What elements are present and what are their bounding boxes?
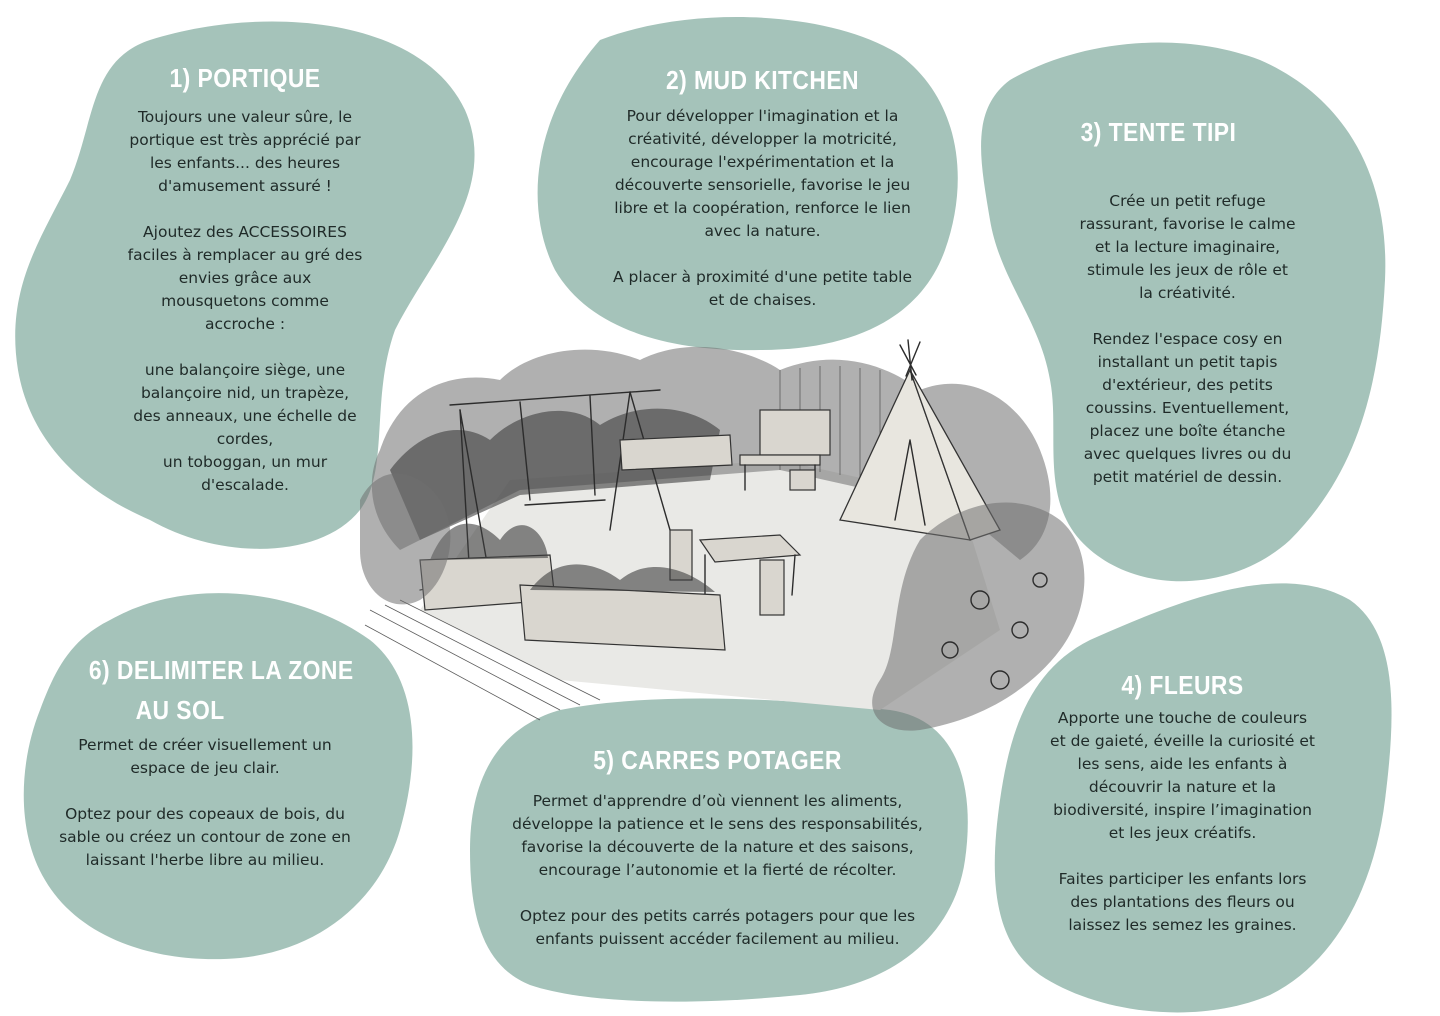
card-paragraph: Faites participer les enfants lors des plantations des fleurs ou laissez les semez les graines. [1058, 870, 1307, 934]
card-delimiter-zone [45, 650, 365, 872]
card-mud-kitchen [595, 60, 930, 312]
card-title: 6) DELIMITER LA ZONE AU SOL [88, 655, 354, 725]
card-paragraph: Optez pour des copeaux de bois, du sable ou créez un contour de zone en laissant l'herbe libre au milieu. [59, 805, 351, 869]
garden-illustration [360, 330, 1100, 750]
card-paragraph: Optez pour des petits carrés potagers pour que les enfants puissent accéder facilement au milieu. [519, 907, 916, 948]
card-title: 4) FLEURS [1121, 670, 1244, 700]
card-paragraph: A placer à proximité d'une petite table et de chaises. [612, 268, 913, 309]
card-title: 3) TENTE TIPI [1080, 117, 1237, 147]
card-paragraph: Pour développer l'imagination et la créativité, développer la motricité, encourage l'expérimentation et la découverte sensorielle, favorise le jeu libre et la coopération, renforce le lien avec la nature. [614, 107, 911, 240]
card-fleurs [1035, 665, 1330, 937]
card-paragraph: Crée un petit refuge rassurant, favorise le calme et la lecture imaginaire, stimule les jeux de rôle et la créativité. [1079, 192, 1296, 302]
card-title: 5) CARRES POTAGER [593, 745, 842, 775]
card-title: 1) PORTIQUE [169, 63, 321, 93]
card-paragraph: Permet de créer visuellement un espace de jeu clair. [78, 736, 332, 777]
card-portique [110, 58, 380, 497]
card-title: 2) MUD KITCHEN [665, 65, 860, 95]
card-paragraph: une balançoire siège, une balançoire nid, un trapèze, des anneaux, une échelle de cordes, un toboggan, un mur d'escalade. [133, 361, 357, 494]
card-paragraph: Permet d'apprendre d’où viennent les aliments, développe la patience et le sens des responsabilités, favorise la découverte de la nature et des saisons, encourage l’autonomie et la fierté de récolter. [512, 792, 923, 879]
card-paragraph: Rendez l'espace cosy en installant un petit tapis d'extérieur, des petits coussins. Eventuellement, placez une boîte étanche avec quelques livres ou du petit matériel de dessin. [1083, 330, 1292, 486]
card-paragraph: Apporte une touche de couleurs et de gaieté, éveille la curiosité et les sens, aide les enfants à découvrir la nature et la biodiversité, inspire l’imagination et les jeux créatifs. [1050, 709, 1315, 842]
card-tente-tipi [1060, 112, 1315, 489]
card-paragraph: Ajoutez des ACCESSOIRES faciles à remplacer au gré des envies grâce aux mousquetons comme accroche : [127, 223, 363, 333]
card-carres-potager [495, 740, 940, 951]
card-paragraph: Toujours une valeur sûre, le portique est très apprécié par les enfants... des heures d'amusement assuré ! [129, 108, 361, 195]
